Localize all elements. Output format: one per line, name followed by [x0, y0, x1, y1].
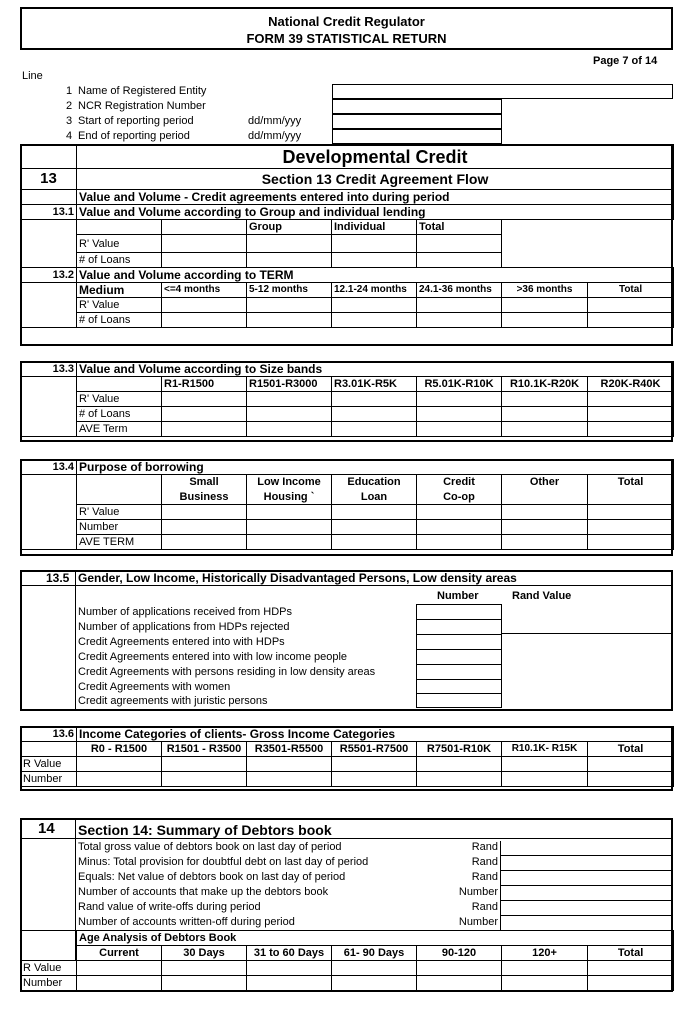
table-cell[interactable] — [332, 757, 417, 772]
table-cell[interactable] — [77, 772, 162, 787]
table-cell[interactable] — [417, 505, 502, 520]
section-13-subtitle: Value and Volume - Credit agreements entered into during period — [77, 190, 674, 205]
s13-4-col-3-top: Education — [332, 475, 417, 490]
s13-3-col-5: R10.1K-R20K — [502, 377, 588, 392]
table-cell[interactable] — [417, 235, 502, 253]
s13-5-item-1: Number of applications received from HDPs — [78, 606, 292, 618]
table-cell[interactable] — [417, 313, 502, 328]
s13-4-col-3-bottom: Loan — [332, 490, 417, 505]
end-period-field[interactable] — [332, 129, 502, 144]
table-cell[interactable] — [247, 772, 332, 787]
table-cell[interactable] — [332, 961, 417, 976]
start-period-field[interactable] — [332, 114, 502, 129]
s13-3-number: 13.3 — [21, 362, 77, 377]
s13-2-number: 13.2 — [21, 268, 77, 283]
s14-unit-5: Rand — [471, 901, 498, 913]
s13-2-col-1: <=4 months — [162, 283, 247, 298]
s13-4-col-5-top: Other — [502, 475, 588, 490]
s13-2-col-total: Total — [588, 283, 674, 298]
s14-unit-6: Number — [458, 916, 498, 928]
s13-6-col-5: R7501-R10K — [417, 742, 502, 757]
table-cell[interactable] — [162, 235, 247, 253]
table-cell[interactable] — [502, 535, 588, 550]
table-cell[interactable] — [417, 253, 502, 268]
s13-5-item-3: Credit Agreements entered into with HDPs — [78, 636, 285, 648]
age-col-31-60: 31 to 60 Days — [247, 946, 332, 961]
table-cell[interactable] — [588, 392, 674, 407]
ncr-number-field[interactable] — [332, 99, 502, 114]
s13-5-col-rand: Rand Value — [512, 590, 572, 602]
table-cell[interactable] — [332, 313, 417, 328]
s13-6-title: Income Categories of clients- Gross Income Categories — [77, 727, 674, 742]
s13-4-row-aveterm: AVE TERM — [77, 535, 162, 550]
s13-5-item-4: Credit Agreements entered into with low income people — [78, 651, 348, 663]
table-cell[interactable] — [502, 313, 588, 328]
table-cell[interactable] — [247, 757, 332, 772]
table-cell[interactable] — [162, 505, 247, 520]
s14-item-1: Total gross value of debtors book on last day of period — [78, 841, 342, 853]
s13-2-medium: Medium — [77, 283, 162, 298]
age-col-30: 30 Days — [162, 946, 247, 961]
table-cell[interactable] — [332, 505, 417, 520]
s13-4-col-1-top: Small — [162, 475, 247, 490]
s13-3-title: Value and Volume according to Size bands — [77, 362, 674, 377]
table-cell[interactable] — [332, 407, 417, 422]
field-hint-end: dd/mm/yyy — [248, 130, 302, 142]
field-num-4: 4 — [66, 130, 73, 142]
table-cell[interactable] — [502, 520, 588, 535]
table-cell[interactable] — [588, 757, 674, 772]
table-cell[interactable] — [247, 422, 332, 437]
table-cell[interactable] — [332, 298, 417, 313]
age-col-current: Current — [77, 946, 162, 961]
s13-1-col-total: Total — [417, 220, 502, 235]
table-cell[interactable] — [588, 520, 674, 535]
s13-6-col-total: Total — [588, 742, 674, 757]
header-subtitle: FORM 39 STATISTICAL RETURN — [246, 31, 447, 46]
s13-4-table — [20, 459, 674, 550]
s13-6-col-6: R10.1K- R15K — [502, 742, 588, 757]
age-analysis-table — [20, 930, 674, 991]
s13-1-row-loans: # of Loans — [77, 253, 162, 268]
s13-5-title: Gender, Low Income, Historically Disadvantaged Persons, Low density areas — [78, 571, 517, 585]
table-cell[interactable] — [247, 535, 332, 550]
table-cell[interactable] — [247, 298, 332, 313]
table-cell[interactable] — [588, 298, 674, 313]
table-cell[interactable] — [247, 313, 332, 328]
s14-item-4: Number of accounts that make up the debtors book — [78, 886, 329, 898]
table-cell[interactable] — [332, 235, 417, 253]
age-analysis-title: Age Analysis of Debtors Book — [77, 931, 674, 946]
table-cell[interactable] — [162, 757, 247, 772]
s13-5-item-5: Credit Agreements with persons residing in low density areas — [78, 666, 376, 678]
s13-3-col-4: R5.01K-R10K — [417, 377, 502, 392]
section-14-title: Section 14: Summary of Debtors book — [78, 822, 332, 838]
age-col-61-90: 61- 90 Days — [332, 946, 417, 961]
table-cell[interactable] — [417, 961, 502, 976]
s13-5-number: 13.5 — [46, 571, 70, 585]
s13-5-col-number: Number — [437, 590, 479, 602]
s13-4-col-4-bottom: Co-op — [417, 490, 502, 505]
field-hint-start: dd/mm/yyy — [248, 115, 302, 127]
table-cell[interactable] — [588, 422, 674, 437]
s13-6-table — [20, 726, 674, 787]
s13-5-item-2: Number of applications from HDPs rejected — [78, 621, 290, 633]
s13-2-row-rvalue: R' Value — [77, 298, 162, 313]
table-cell[interactable] — [162, 407, 247, 422]
table-cell[interactable] — [417, 772, 502, 787]
table-cell[interactable] — [247, 961, 332, 976]
table-cell[interactable] — [162, 392, 247, 407]
section-14-number: 14 — [38, 820, 55, 837]
table-cell[interactable] — [417, 976, 502, 991]
age-col-90-120: 90-120 — [417, 946, 502, 961]
table-cell[interactable] — [502, 407, 588, 422]
s13-1-title: Value and Volume according to Group and individual lending — [77, 205, 674, 220]
s13-3-col-3: R3.01K-R5K — [332, 377, 417, 392]
s14-unit-4: Number — [458, 886, 498, 898]
section-number: 13 — [21, 169, 77, 190]
s13-4-row-rvalue: R' Value — [77, 505, 162, 520]
table-cell[interactable] — [502, 298, 588, 313]
table-cell[interactable] — [502, 961, 588, 976]
s13-3-row-aveterm: AVE Term — [77, 422, 162, 437]
s14-item-3: Equals: Net value of debtors book on last day of period — [78, 871, 346, 883]
page-number: Page 7 of 14 — [593, 55, 658, 67]
header-title: National Credit Regulator — [268, 14, 425, 29]
table-cell[interactable] — [588, 313, 674, 328]
table-cell[interactable] — [332, 976, 417, 991]
table-cell[interactable] — [502, 505, 588, 520]
table-cell[interactable] — [417, 298, 502, 313]
s13-6-col-2: R1501 - R3500 — [162, 742, 247, 757]
table-cell[interactable] — [417, 757, 502, 772]
table-cell[interactable] — [502, 772, 588, 787]
table-cell[interactable] — [247, 407, 332, 422]
table-cell[interactable] — [77, 961, 162, 976]
form-header — [20, 7, 673, 50]
s13-6-col-1: R0 - R1500 — [77, 742, 162, 757]
table-cell[interactable] — [332, 535, 417, 550]
field-label-ncr-number: NCR Registration Number — [78, 100, 206, 112]
table-cell[interactable] — [417, 407, 502, 422]
s13-1-col-group: Group — [247, 220, 332, 235]
s13-4-col-1-bottom: Business — [162, 490, 247, 505]
table-cell[interactable] — [247, 520, 332, 535]
s13-6-number: 13.6 — [21, 727, 77, 742]
age-row-number: Number — [21, 976, 77, 991]
s13-2-col-3: 12.1-24 months — [332, 283, 417, 298]
field-num-2: 2 — [66, 100, 73, 112]
field-num-1: 1 — [66, 85, 73, 97]
s13-6-col-4: R5501-R7500 — [332, 742, 417, 757]
table-cell[interactable] — [417, 422, 502, 437]
s13-5-item-6: Credit Agreements with women — [78, 681, 231, 693]
s14-unit-2: Rand — [471, 856, 498, 868]
s13-4-col-6-top: Total — [588, 475, 674, 490]
table-cell[interactable] — [162, 772, 247, 787]
s13-3-col-2: R1501-R3000 — [247, 377, 332, 392]
table-cell[interactable] — [247, 253, 332, 268]
table-cell[interactable] — [162, 535, 247, 550]
table-cell[interactable] — [588, 505, 674, 520]
age-col-total: Total — [588, 946, 674, 961]
s13-4-col-2-top: Low Income — [247, 475, 332, 490]
s13-3-col-1: R1-R1500 — [162, 377, 247, 392]
field-label-entity-name: Name of Registered Entity — [78, 85, 207, 97]
table-cell[interactable] — [417, 520, 502, 535]
s14-item-6: Number of accounts written-off during period — [78, 916, 295, 928]
s13-4-row-number: Number — [77, 520, 162, 535]
s14-item-2: Minus: Total provision for doubtful debt on last day of period — [78, 856, 369, 868]
field-label-start-period: Start of reporting period — [78, 115, 194, 127]
table-cell[interactable] — [588, 976, 674, 991]
s13-3-col-6: R20K-R40K — [588, 377, 674, 392]
table-cell[interactable] — [162, 976, 247, 991]
table-cell[interactable] — [588, 772, 674, 787]
s13-5-item-7: Credit agreements with juristic persons — [78, 695, 268, 707]
s13-1-row-rvalue: R' Value — [77, 235, 162, 253]
table-cell[interactable] — [417, 535, 502, 550]
s13-4-col-2-bottom: Housing ` — [247, 490, 332, 505]
table-cell[interactable] — [502, 976, 588, 991]
s14-unit-3: Rand — [471, 871, 498, 883]
table-cell[interactable] — [247, 505, 332, 520]
s13-4-title: Purpose of borrowing — [77, 460, 674, 475]
table-cell[interactable] — [502, 757, 588, 772]
s13-1-col-individual: Individual — [332, 220, 417, 235]
s13-6-row-rvalue: R Value — [21, 757, 77, 772]
table-cell[interactable] — [162, 313, 247, 328]
s13-2-col-4: 24.1-36 months — [417, 283, 502, 298]
table-cell[interactable] — [332, 253, 417, 268]
s13-2-col-5: >36 months — [502, 283, 588, 298]
s13-6-row-number: Number — [21, 772, 77, 787]
table-cell[interactable] — [588, 961, 674, 976]
s13-4-number: 13.4 — [21, 460, 77, 475]
field-label-end-period: End of reporting period — [78, 130, 190, 142]
table-cell[interactable] — [588, 535, 674, 550]
table-cell[interactable] — [162, 253, 247, 268]
table-cell[interactable] — [332, 520, 417, 535]
line-label: Line — [22, 70, 43, 82]
table-cell[interactable] — [417, 392, 502, 407]
s13-2-title: Value and Volume according to TERM — [77, 268, 674, 283]
table-cell[interactable] — [332, 422, 417, 437]
table-cell[interactable] — [77, 757, 162, 772]
table-cell[interactable] — [247, 392, 332, 407]
s13-2-row-loans: # of Loans — [77, 313, 162, 328]
table-cell[interactable] — [77, 976, 162, 991]
table-cell[interactable] — [247, 976, 332, 991]
table-cell[interactable] — [588, 407, 674, 422]
table-cell[interactable] — [502, 392, 588, 407]
age-row-rvalue: R Value — [21, 961, 77, 976]
s13-3-row-loans: # of Loans — [77, 407, 162, 422]
table-cell[interactable] — [162, 298, 247, 313]
entity-name-field[interactable] — [332, 84, 673, 99]
s14-unit-1: Rand — [471, 841, 498, 853]
age-col-120plus: 120+ — [502, 946, 588, 961]
developmental-credit-title: Developmental Credit — [77, 145, 674, 169]
table-cell[interactable] — [162, 422, 247, 437]
table-cell[interactable] — [162, 520, 247, 535]
table-cell[interactable] — [162, 961, 247, 976]
s13-4-col-4-top: Credit — [417, 475, 502, 490]
table-cell[interactable] — [502, 422, 588, 437]
s13-3-table — [20, 361, 674, 437]
s13-3-row-rvalue: R' Value — [77, 392, 162, 407]
table-cell[interactable] — [332, 392, 417, 407]
section-13-title: Section 13 Credit Agreement Flow — [77, 169, 674, 190]
field-num-3: 3 — [66, 115, 73, 127]
s13-2-col-2: 5-12 months — [247, 283, 332, 298]
s13-6-col-3: R3501-R5500 — [247, 742, 332, 757]
table-cell[interactable] — [247, 235, 332, 253]
s14-item-5: Rand value of write-offs during period — [78, 901, 261, 913]
s13-1-number: 13.1 — [21, 205, 77, 220]
section-13-table — [20, 144, 674, 328]
table-cell[interactable] — [332, 772, 417, 787]
